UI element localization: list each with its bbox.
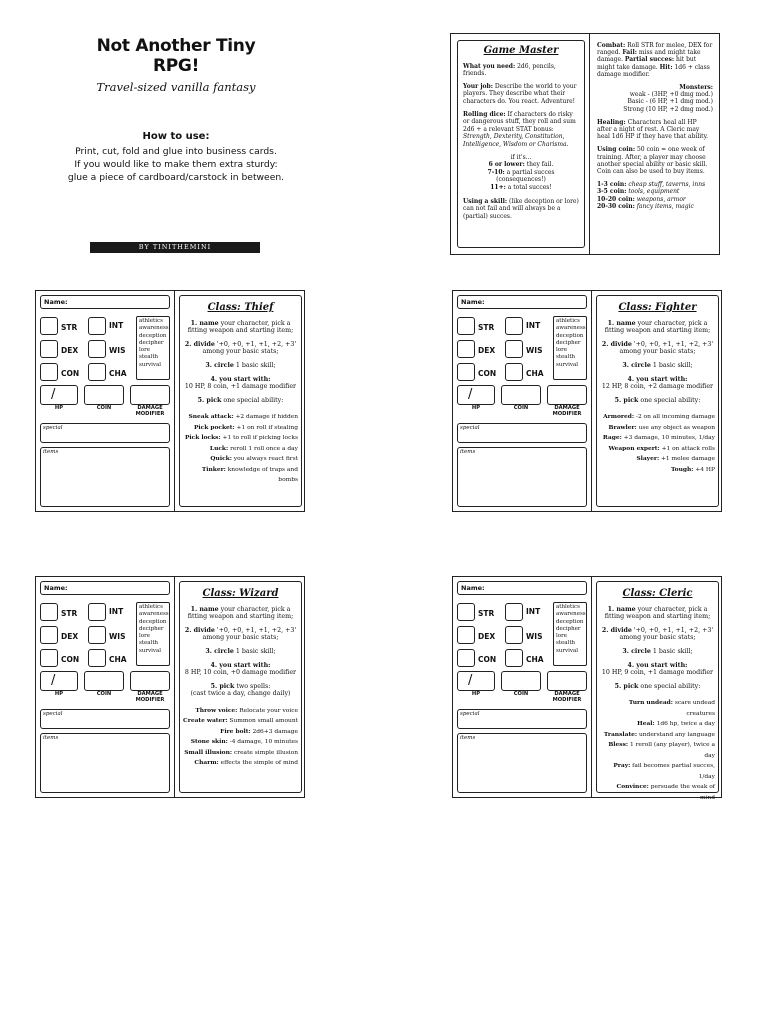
skill-list[interactable]: athletics awareness deception decipher lore stealth survival <box>553 316 587 380</box>
howto-line: If you would like to make them extra sturdy: <box>74 159 278 170</box>
byline: BY TINITHEMINI <box>90 242 260 253</box>
ability-item: Throw voice: Relocate your voice <box>195 706 298 714</box>
gm-rule: What you need: 2d6, pencils, friends. <box>463 62 556 78</box>
ability-list <box>183 412 298 486</box>
stat-label: WIS <box>109 346 126 355</box>
str-box[interactable] <box>457 317 475 335</box>
items-field[interactable]: items <box>40 447 170 507</box>
howto-heading: How to use: <box>142 131 210 142</box>
str-box[interactable] <box>40 603 58 621</box>
step-divide: 2. divide '+0, +0, +1, +1, +2, +3' among your basic stats; <box>601 626 714 642</box>
step-name: 1. name your character, pick a fitting weapon and starting item; <box>187 605 294 621</box>
price-list: 1-3 coin: cheap stuff, taverns, inns 3-5 coin: tools, equipment 10-20 coin: weapons, armor 20-30 coin: fancy items, magic <box>597 181 706 210</box>
step-circle: 3. circle 1 basic skill; <box>622 647 693 655</box>
stat-label: CHA <box>109 369 127 378</box>
skill-list[interactable]: athletics awareness deception decipher lore stealth survival <box>136 316 170 380</box>
page-title <box>60 36 292 76</box>
ability-list <box>600 412 715 475</box>
stat-label: CON <box>478 369 497 378</box>
coin-box[interactable] <box>501 385 541 405</box>
step-circle: 3. circle 1 basic skill; <box>205 361 276 369</box>
character-sheet <box>40 295 170 507</box>
class-title: Class: Thief <box>207 302 274 313</box>
con-box[interactable] <box>457 649 475 667</box>
healing-rule: Healing: Characters heal all HP after a night of rest. A Cleric may heal 1d6 HP if they have that ability. <box>597 118 709 141</box>
ability-item: Convince: persuade the weak of mind <box>616 783 715 801</box>
wis-box[interactable] <box>505 626 523 644</box>
ability-item: Stone skin: -4 damage, 10 minutes <box>190 738 298 746</box>
character-sheet <box>40 581 170 793</box>
title-line-1: Not Another Tiny <box>96 36 256 56</box>
hp-box[interactable]: / <box>457 671 495 691</box>
coin-label: COIN <box>96 405 112 411</box>
ability-item: Luck: reroll 1 roll once a day <box>209 444 298 452</box>
damage-modifier-label: DAMAGE MODIFIER <box>135 691 165 703</box>
stat-label: CON <box>61 655 80 664</box>
str-box[interactable] <box>40 317 58 335</box>
class-title: Class: Wizard <box>202 588 279 599</box>
step-divide: 2. divide '+0, +0, +1, +1, +2, +3' among your basic stats; <box>601 340 714 356</box>
class-card-thief <box>35 290 305 512</box>
ability-item: Tough: +4 HP <box>670 465 715 473</box>
stat-label: DEX <box>478 346 496 355</box>
special-field[interactable]: special <box>40 423 170 443</box>
character-sheet <box>457 295 587 507</box>
stat-label: WIS <box>109 632 126 641</box>
step-divide: 2. divide '+0, +0, +1, +1, +2, +3' among your basic stats; <box>184 340 297 356</box>
int-box[interactable] <box>88 317 106 335</box>
step-pick: 5. pick one special ability: <box>614 682 701 690</box>
step-circle: 3. circle 1 basic skill; <box>622 361 693 369</box>
gm-card <box>450 33 720 255</box>
class-card-wizard <box>35 576 305 798</box>
coin-rule: Using coin: 50 coin = one week of training. After, a player may choose another special ability or basic skill. Coin can also be used to buy items. <box>597 146 708 176</box>
class-panel <box>596 581 719 801</box>
monsters-list: Monsters: weak - (3HP, +0 dmg mod.) Basic - (6 HP, +1 dmg mod.) Strong (10 HP, +2 dmg mod.) <box>623 84 713 113</box>
howto-line: Print, cut, fold and glue into business cards. <box>75 146 277 157</box>
cha-box[interactable] <box>505 649 523 667</box>
card-fold-line <box>591 577 592 797</box>
stat-label: DEX <box>478 632 496 641</box>
ability-item: Slayer: +1 melee damage <box>636 455 715 463</box>
items-field[interactable]: items <box>40 733 170 793</box>
int-box[interactable] <box>88 603 106 621</box>
gm-rule: Using a skill: (like deception or lore) can not fail and will always be a (partial) succes. <box>463 197 579 220</box>
damage-modifier-box[interactable] <box>130 385 170 405</box>
subtitle: Travel-sized vanilla fantasy <box>96 80 256 94</box>
gm-rules-panel <box>457 40 585 248</box>
step-circle: 3. circle 1 basic skill; <box>205 647 276 655</box>
con-box[interactable] <box>40 363 58 381</box>
howto-line: glue a piece of cardboard/carstock in between. <box>67 172 285 183</box>
gm-rules-right <box>594 40 716 248</box>
damage-modifier-label: DAMAGE MODIFIER <box>135 405 165 417</box>
skill-list[interactable]: athletics awareness deception decipher lore stealth survival <box>136 602 170 666</box>
coin-label: COIN <box>513 691 529 697</box>
coin-box[interactable] <box>84 671 124 691</box>
cha-box[interactable] <box>505 363 523 381</box>
con-box[interactable] <box>457 363 475 381</box>
ability-item: Quick: you always react first <box>210 455 298 463</box>
stat-label: CON <box>478 655 497 664</box>
wis-box[interactable] <box>505 340 523 358</box>
damage-modifier-box[interactable] <box>547 671 587 691</box>
dex-box[interactable] <box>457 626 475 644</box>
name-field[interactable]: Name: <box>457 581 587 595</box>
gm-title: Game Master <box>483 45 559 56</box>
ability-item: Brawler: use any object as weapon <box>608 423 715 431</box>
ability-item: Pick locks: +1 to roll if picking locks <box>184 434 298 442</box>
stat-label: WIS <box>526 346 543 355</box>
card-fold-line <box>174 577 175 797</box>
cha-box[interactable] <box>88 363 106 381</box>
class-card-cleric <box>452 576 722 801</box>
class-title: Class: Cleric <box>622 588 693 599</box>
coin-label: COIN <box>96 691 112 697</box>
damage-modifier-box[interactable] <box>547 385 587 405</box>
stat-label: WIS <box>526 632 543 641</box>
ability-item: Weapon expert: +1 on attack rolls <box>608 444 715 452</box>
roll-results: if it's... 6 or lower: they fail. 7-10: a partial succes (consequences!) 11+: a total succes! <box>487 153 555 191</box>
damage-modifier-label: DAMAGE MODIFIER <box>552 691 582 703</box>
class-title: Class: Fighter <box>618 302 697 313</box>
int-box[interactable] <box>505 603 523 621</box>
ability-item: Rage: +3 damage, 10 minutes, 1/day <box>602 434 715 442</box>
wis-box[interactable] <box>88 340 106 358</box>
wis-box[interactable] <box>88 626 106 644</box>
hp-box[interactable]: / <box>40 385 78 405</box>
stat-label: INT <box>109 607 124 616</box>
step-start: 4. you start with: 8 HP, 10 coin, +0 damage modifier <box>184 661 297 677</box>
card-fold-line <box>591 291 592 511</box>
damage-modifier-label: DAMAGE MODIFIER <box>552 405 582 417</box>
coin-label: COIN <box>513 405 529 411</box>
step-pick: 5. pick one special ability: <box>614 396 701 404</box>
dex-box[interactable] <box>457 340 475 358</box>
step-pick: 5. pick two spells: (cast twice a day, change daily) <box>190 682 291 698</box>
ability-list <box>183 706 298 769</box>
step-start: 4. you start with: 12 HP, 8 coin, +2 damage modifier <box>601 375 714 391</box>
ability-item: Tinker: knowledge of traps and bombs <box>201 465 298 484</box>
combat-rule: Combat: Roll STR for melee, DEX for ranged. Fail: miss and might take damage. Partial succes: hit but might take damage. Hit: 1d6 + class damage modifier. <box>597 42 713 78</box>
con-box[interactable] <box>40 649 58 667</box>
ability-item: Pray: fail becomes partial succes, 1/day <box>613 762 715 780</box>
stat-label: DEX <box>61 632 79 641</box>
ability-item: Heal: 1d6 hp, twice a day <box>637 720 715 728</box>
damage-modifier-box[interactable] <box>130 671 170 691</box>
ability-item: Turn undead: scare undead creatures <box>628 699 715 717</box>
stat-label: STR <box>478 609 495 618</box>
name-field[interactable]: Name: <box>457 295 587 309</box>
skill-list[interactable]: athletics awareness deception decipher lore stealth survival <box>553 602 587 666</box>
step-divide: 2. divide '+0, +0, +1, +1, +2, +3' among your basic stats; <box>184 626 297 642</box>
int-box[interactable] <box>505 317 523 335</box>
step-name: 1. name your character, pick a fitting weapon and starting item; <box>187 319 294 335</box>
step-name: 1. name your character, pick a fitting weapon and starting item; <box>604 319 711 335</box>
hp-label: HP <box>471 405 481 411</box>
ability-item: Small illusion: create simple illusion <box>184 748 298 756</box>
dex-box[interactable] <box>40 626 58 644</box>
stat-label: CHA <box>526 369 544 378</box>
step-name: 1. name your character, pick a fitting weapon and starting item; <box>604 605 711 621</box>
ability-item: Charm: effects the simple of mind <box>194 759 298 767</box>
ability-list <box>600 698 715 803</box>
items-field[interactable]: items <box>457 733 587 793</box>
cha-box[interactable] <box>88 649 106 667</box>
stat-label: INT <box>526 607 541 616</box>
card-fold-line <box>174 291 175 511</box>
ability-item: Armored: -2 on all incoming damage <box>603 413 715 421</box>
character-sheet <box>457 581 587 793</box>
coin-box[interactable] <box>84 385 124 405</box>
dex-box[interactable] <box>40 340 58 358</box>
name-field[interactable]: Name: <box>40 295 170 309</box>
stat-label: STR <box>61 323 78 332</box>
ability-item: Bless: 1 reroll (any player), twice a day <box>608 741 715 759</box>
stat-label: CHA <box>526 655 544 664</box>
ability-item: Create water: Summon small amount <box>183 717 298 725</box>
step-start: 4. you start with: 10 HP, 8 coin, +1 damage modifier <box>184 375 297 391</box>
class-panel <box>179 581 302 793</box>
howto-text <box>50 145 302 184</box>
hp-box[interactable]: / <box>40 671 78 691</box>
stat-label: STR <box>61 609 78 618</box>
stat-label: STR <box>478 323 495 332</box>
hp-label: HP <box>471 691 481 697</box>
items-field[interactable]: items <box>457 447 587 507</box>
class-panel <box>179 295 302 507</box>
special-field[interactable]: special <box>457 709 587 729</box>
stat-label: DEX <box>61 346 79 355</box>
ability-item: Pick pocket: +1 on roll if stealing <box>193 423 298 431</box>
hp-box[interactable]: / <box>457 385 495 405</box>
special-field[interactable]: special <box>40 709 170 729</box>
gm-rule: Your job: Describe the world to your players. They describe what their characters do. You react. Adventure! <box>463 82 577 105</box>
step-start: 4. you start with: 10 HP, 9 coin, +1 damage modifier <box>601 661 714 677</box>
ability-item: Translate: understand any language <box>603 730 715 738</box>
card-fold-line <box>589 34 590 254</box>
gm-rule: Rolling dice: If characters do risky or dangerous stuff, they roll and sum 2d6 + a relevant STAT bonus: Strength, Dexterity, Constitution, Intelligence, Wisdom or Charisma. <box>463 110 576 148</box>
stat-label: CHA <box>109 655 127 664</box>
ability-item: Sneak attack: +2 damage if hidden <box>188 413 298 421</box>
step-pick: 5. pick one special ability: <box>197 396 284 404</box>
stat-label: CON <box>61 369 80 378</box>
hp-label: HP <box>54 691 64 697</box>
ability-item: Fire bolt: 2d6+3 damage <box>220 727 298 735</box>
name-field[interactable]: Name: <box>40 581 170 595</box>
stat-label: INT <box>109 321 124 330</box>
special-field[interactable]: special <box>457 423 587 443</box>
hp-label: HP <box>54 405 64 411</box>
str-box[interactable] <box>457 603 475 621</box>
title-line-2: RPG! <box>152 56 200 76</box>
stat-label: INT <box>526 321 541 330</box>
class-card-fighter <box>452 290 722 512</box>
coin-box[interactable] <box>501 671 541 691</box>
class-panel <box>596 295 719 507</box>
